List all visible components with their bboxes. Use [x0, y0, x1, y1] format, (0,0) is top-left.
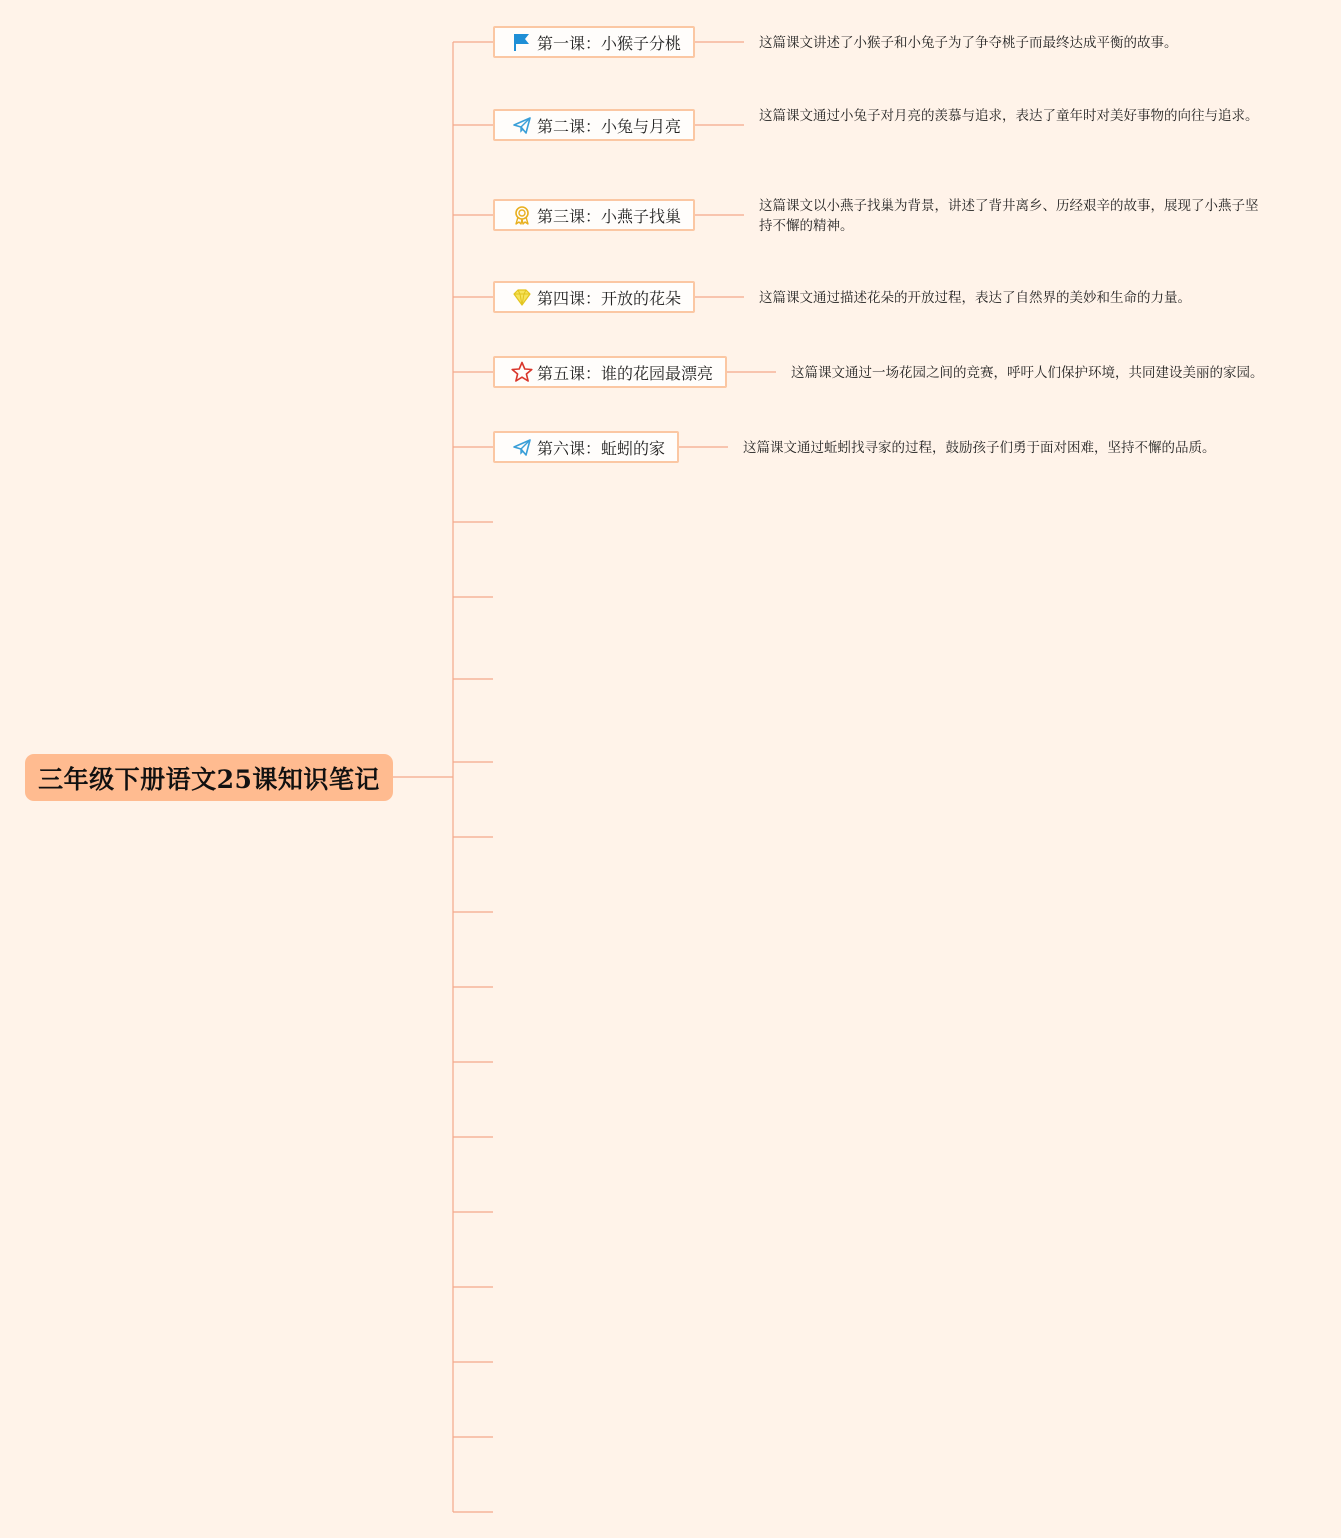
- lesson-title: 第四课：开放的花朵: [537, 288, 682, 308]
- lesson-note-6: 这篇课文通过蚯蚓找寻家的过程，鼓励孩子们勇于面对困难，坚持不懈的品质。: [743, 440, 1216, 456]
- lesson-topic-4[interactable]: [493, 281, 695, 313]
- award-ribbon-icon: [511, 204, 533, 226]
- lesson-title: 第三课：小燕子找巢: [537, 206, 682, 226]
- lesson-title: 第五课：谁的花园最漂亮: [537, 363, 714, 383]
- lesson-title: 第六课：蚯蚓的家: [537, 438, 666, 458]
- lesson-title: 第二课：小兔与月亮: [537, 116, 682, 136]
- lesson-topic-1[interactable]: [493, 26, 695, 58]
- lesson-topic-5[interactable]: [493, 356, 727, 388]
- root-topic-label: 三年级下册语文25课知识笔记: [38, 764, 380, 794]
- lesson-note-4: 这篇课文通过描述花朵的开放过程，表达了自然界的美妙和生命的力量。: [759, 290, 1191, 306]
- lesson-note-1: 这篇课文讲述了小猴子和小兔子为了争夺桃子而最终达成平衡的故事。: [759, 35, 1178, 51]
- lesson-topic-3[interactable]: [493, 199, 695, 231]
- star-icon: [511, 361, 533, 383]
- lesson-note-5: 这篇课文通过一场花园之间的竞赛，呼吁人们保护环境，共同建设美丽的家园。: [791, 365, 1264, 381]
- flag-icon: [511, 31, 533, 53]
- lesson-title: 第一课：小猴子分桃: [537, 33, 682, 53]
- paper-plane-icon: [511, 436, 533, 458]
- lesson-topic-6[interactable]: [493, 431, 679, 463]
- lesson-note-3: 这篇课文以小燕子找巢为背景，讲述了背井离乡、历经艰辛的故事，展现了小燕子坚持不懈的精神。: [759, 198, 1259, 234]
- root-topic[interactable]: [25, 754, 393, 801]
- lesson-note-2: 这篇课文通过小兔子对月亮的羡慕与追求，表达了童年时对美好事物的向往与追求。: [759, 108, 1259, 124]
- lesson-topic-2[interactable]: [493, 109, 695, 141]
- paper-plane-icon: [511, 114, 533, 136]
- diamond-icon: [511, 286, 533, 308]
